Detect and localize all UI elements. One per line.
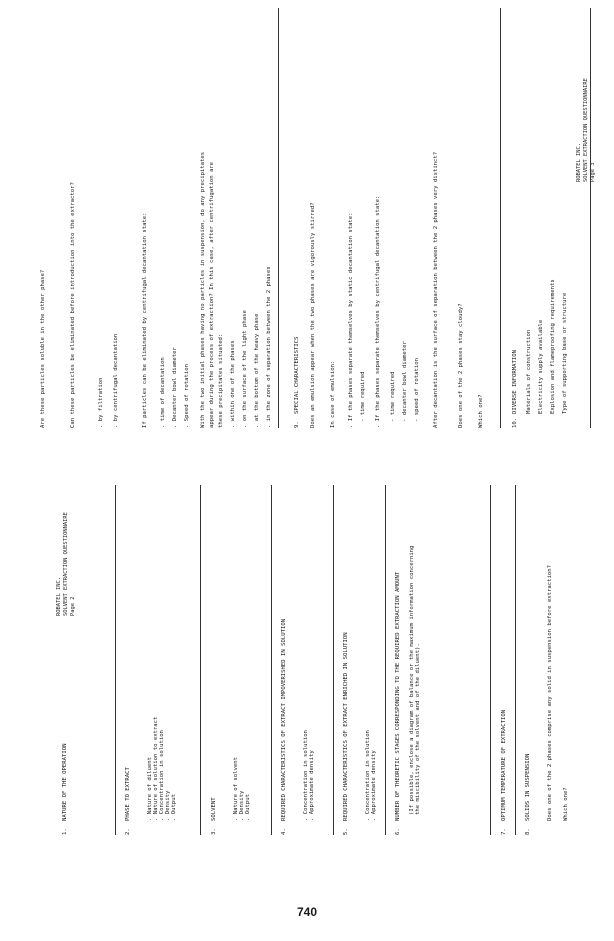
company-name: ROBATEL INC.	[56, 577, 62, 616]
section-line: Type of supporting base or structure	[562, 292, 568, 414]
company-name: ROBATEL INC.	[576, 143, 582, 182]
item-line: . Concentration in solution	[159, 730, 165, 821]
item-number: 4.	[281, 828, 287, 835]
question-line: Can these particles be eliminated before introduction into the extractor?	[70, 182, 76, 428]
item-line: Does one of the 2 phases comprise any solid in suspension before extraction?	[547, 565, 553, 821]
section-divider	[490, 485, 491, 835]
item-number: 2.	[125, 828, 131, 835]
question-line: If particles can be eliminated by centrifugal decantation state:	[142, 212, 148, 428]
section-line: Does one of the 2 phases stay cloudy?	[458, 303, 464, 428]
item-line: . Output	[245, 794, 251, 821]
item-heading: REQUIRED CHARACTERISTICS OF EXTRACT IMPOVERISHED IN SOLUTION	[281, 618, 287, 821]
item-line: . Nature of diluent	[147, 757, 153, 821]
question-line: Are these particles soluble in the other phase?	[40, 269, 46, 428]
section-line: . If the phases separate themselves by centrifugal decantation state:	[375, 195, 381, 428]
section-divider	[200, 485, 201, 835]
item-heading: SOLIDS IN SUSPENSION	[525, 753, 531, 821]
question-line: these precipitates situated:	[218, 333, 224, 428]
document-title: SOLVENT EXTRACTION QUESTIONNAIRE	[583, 78, 589, 182]
section-line: - decanter bowl diameter	[402, 341, 408, 422]
item-line: the miscibility of the solvent and of the diluent).	[415, 643, 421, 815]
item-line: Which one?	[563, 787, 569, 821]
questionnaire-page-2	[62, 375, 569, 835]
section-line: - time required	[390, 371, 396, 422]
section-divider	[500, 8, 501, 428]
document-title: SOLVENT EXTRACTION QUESTIONNAIRE	[63, 512, 69, 616]
item-line: . Concentration in solution	[303, 730, 309, 821]
item-number: 7.	[501, 828, 507, 835]
question-line: . by centrifugal decantation	[113, 333, 119, 428]
item-heading: NUMBER OF THEORETIC STAGES CORRESPONDING TO THE REQUIRED EXTRACTION AMOUNT	[395, 571, 401, 821]
question-line: With the two initial phases having no particles in suspension, do any precipitates	[200, 151, 206, 428]
section-divider	[515, 485, 516, 835]
item-number: 8.	[525, 828, 531, 835]
section-line: In case of emulsion:	[330, 360, 336, 428]
question-line: . Decanter bowl diameter	[172, 347, 178, 428]
item-line: . Density	[165, 790, 171, 821]
item-number: 5.	[343, 828, 349, 835]
question-line: . at the bottom of the heavy phase	[254, 313, 260, 428]
item-line: (If possible, enclose a diagram of balance or the maximum information concerning	[409, 545, 415, 815]
item-line: . Density	[239, 790, 245, 821]
item-number: 1.	[62, 828, 68, 835]
item-line: . Approximate density	[371, 750, 377, 821]
section-divider	[333, 485, 334, 835]
section-line: After decantation is the surface of separation between the 2 phases very distinct?	[433, 151, 439, 428]
section-divider	[385, 485, 386, 835]
section-divider	[590, 8, 591, 428]
question-line: . by filtration	[98, 377, 104, 428]
question-line: . time of decantation	[160, 357, 166, 428]
question-line: . Speed of rotation	[184, 364, 190, 428]
item-heading: OPTIMUM TEMPERATURE OF EXTRACTION	[501, 709, 507, 821]
item-heading: NATURE OF THE OPERATION	[62, 743, 68, 821]
item-line: . Concentration in solution	[365, 730, 371, 821]
page-label: Page 3	[590, 162, 596, 182]
section-line: - speed of rotation	[414, 358, 420, 422]
item-line: . Nature of solution to extract	[153, 716, 159, 821]
item-line: . Approximate density	[309, 750, 315, 821]
item-number: 3.	[211, 828, 217, 835]
page-label: Page 2	[70, 596, 76, 616]
section-line: Explosion and flameproofing requirements	[550, 279, 556, 414]
section-divider	[271, 485, 272, 835]
section-line: - time required	[360, 371, 366, 422]
section-line: Which one?	[478, 394, 484, 428]
item-line: . Nature of solvent	[233, 757, 239, 821]
question-line: . on the surface of the light phase	[242, 310, 248, 428]
section-number: 10.	[512, 417, 518, 428]
section-line: Electricity supply available	[538, 319, 544, 414]
section-divider	[115, 485, 116, 835]
question-line: . in the zone of separation between the 2 phases	[266, 266, 272, 428]
section-line: Materials of construction	[526, 329, 532, 414]
item-heading: REQUIRED CHARACTERISTICS OF EXTRACT ENRICHED IN SOLUTION	[343, 632, 349, 821]
section-number: 9.	[294, 421, 300, 428]
section-line: . If the phases separate themselves by static decantation state:	[348, 212, 354, 428]
section-heading: SPECIAL CHARACTERISTICS	[294, 336, 300, 414]
section-heading: DIVERSE INFORMATION	[512, 350, 518, 414]
item-heading: SOLVENT	[211, 797, 217, 821]
section-divider	[278, 8, 279, 428]
page-number: 740	[296, 905, 318, 919]
item-number: 6.	[395, 828, 401, 835]
question-line: . within one of the phases	[230, 340, 236, 428]
questionnaire-page-3	[38, 8, 600, 428]
item-line: . Output	[171, 794, 177, 821]
item-heading: PHASE TO EXTRACT	[125, 767, 131, 821]
question-line: appear during the process of extraction? In this case, after centrifugation are	[209, 161, 215, 428]
section-line: Does an emulsion appear when the two phases are vigorously stirred?	[310, 202, 316, 428]
